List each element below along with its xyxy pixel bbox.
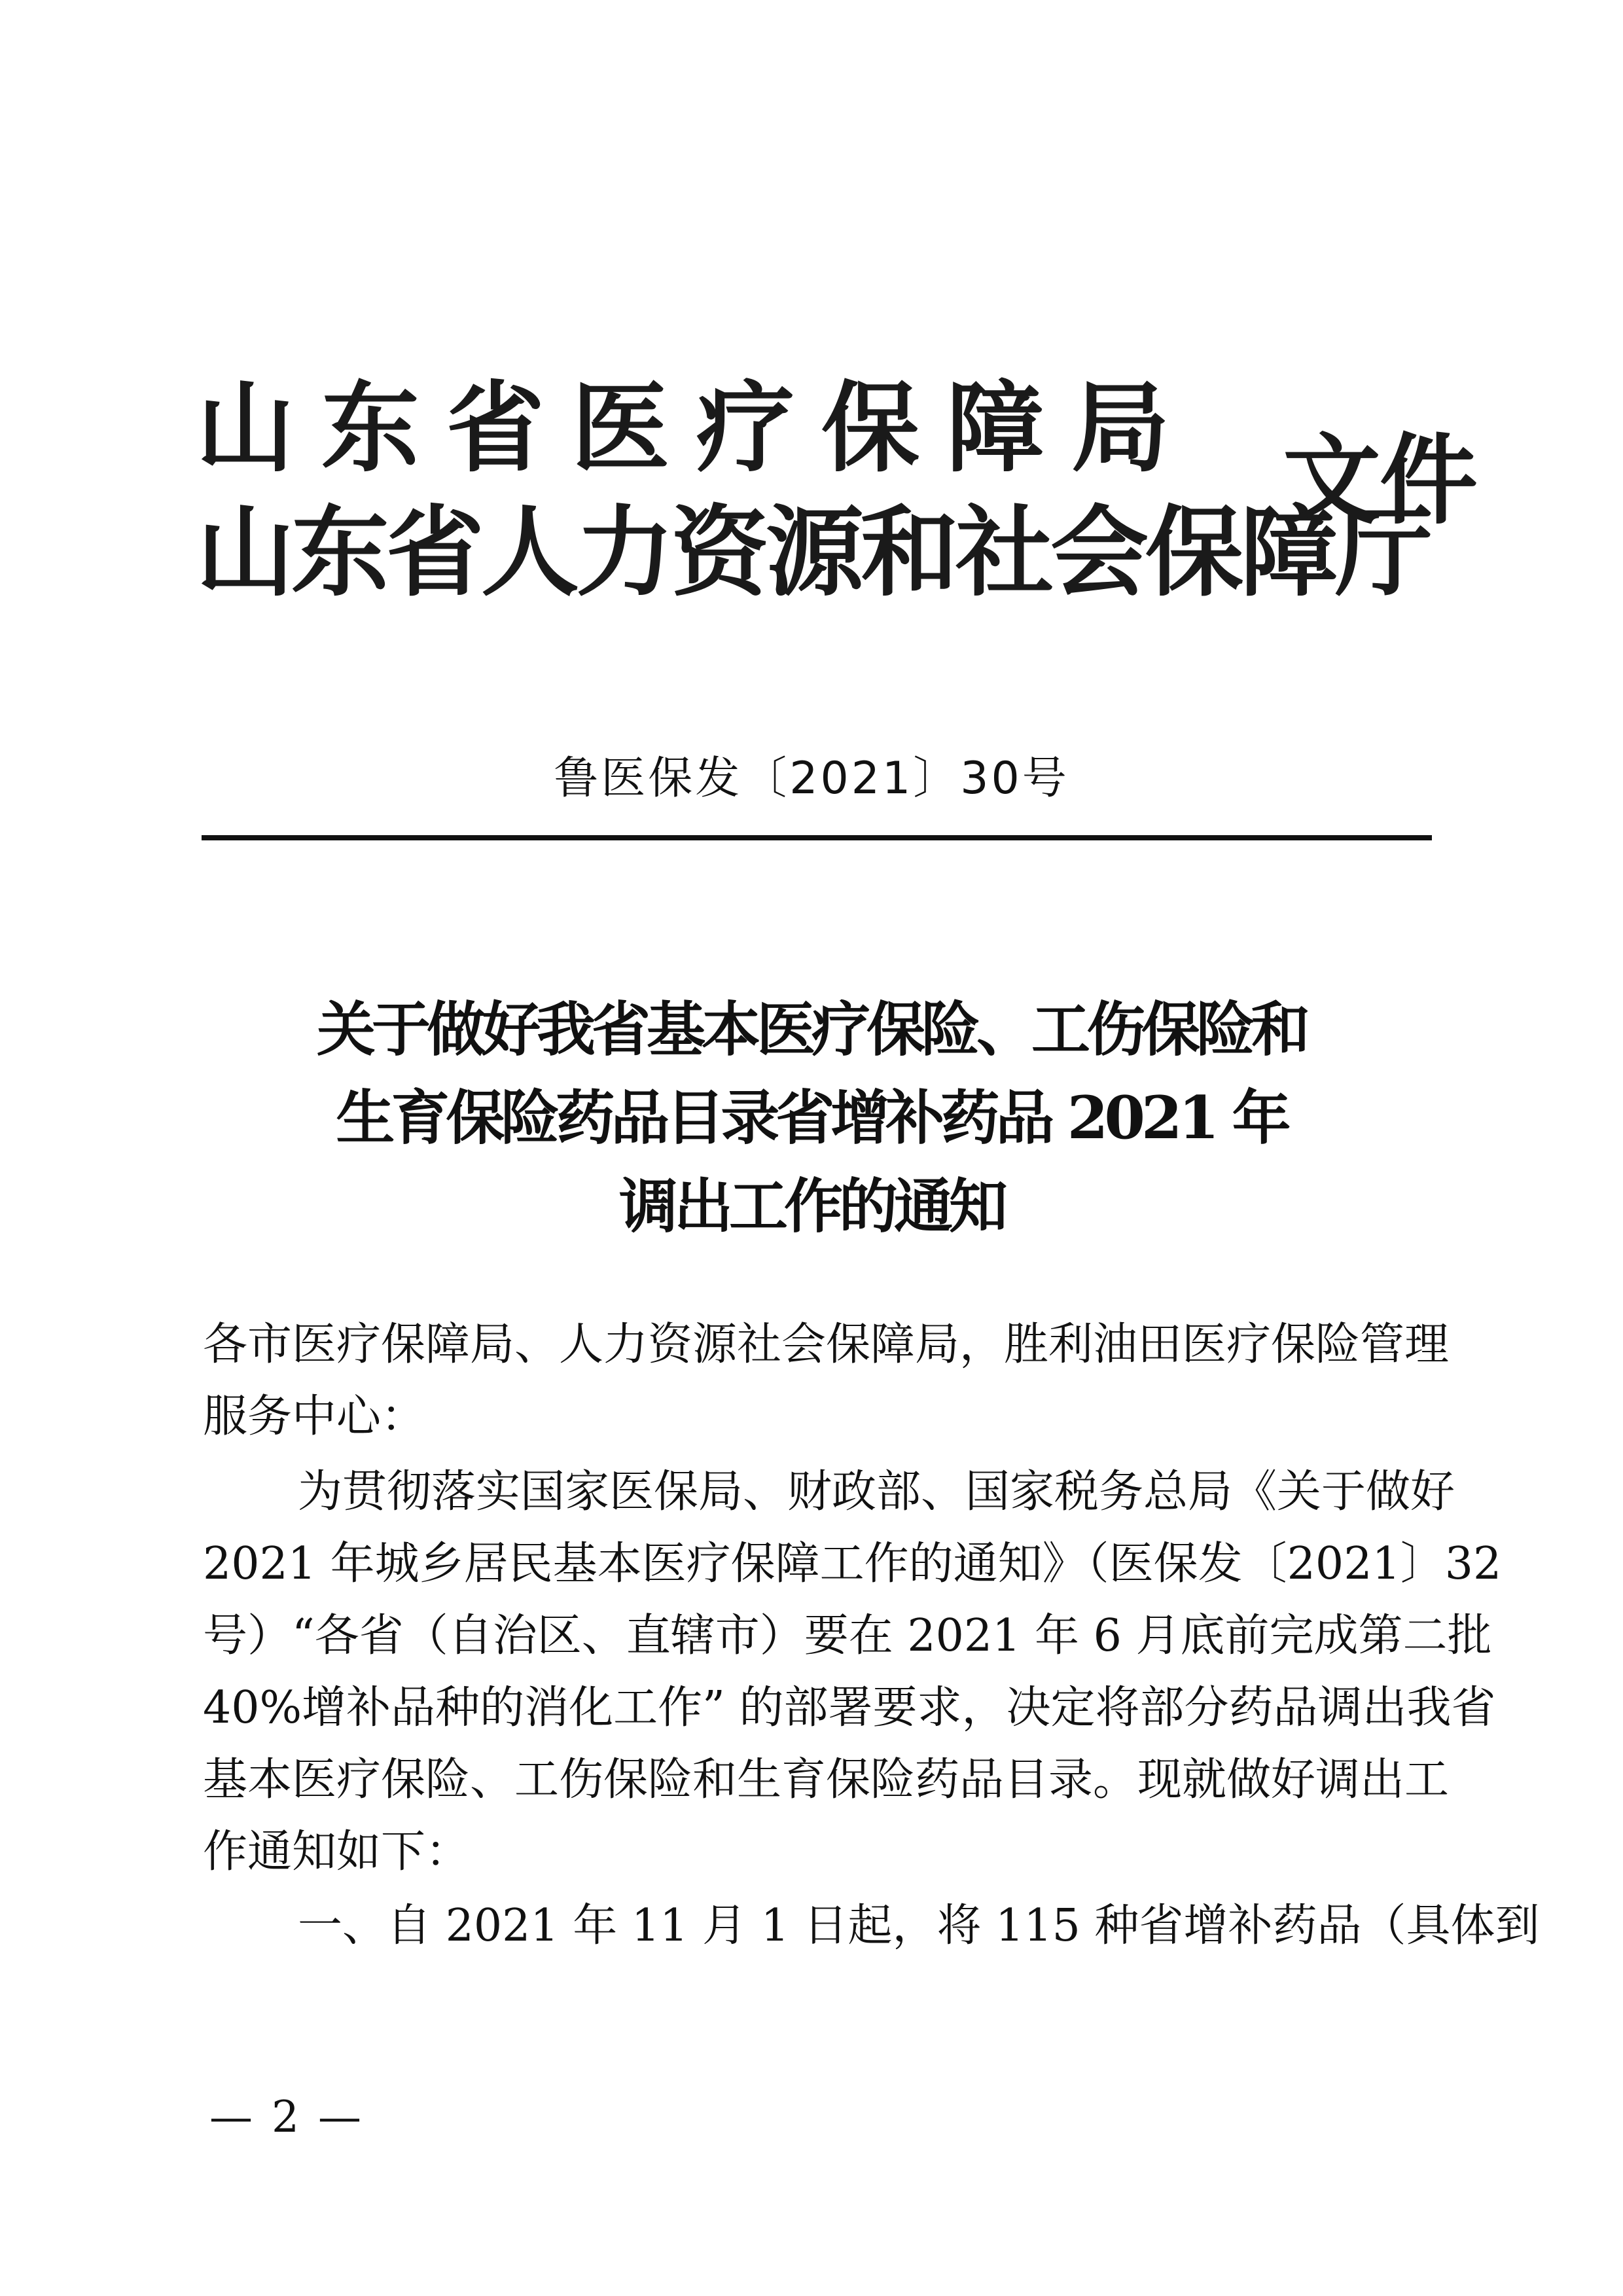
addressee-line-1: 各市医疗保障局、人力资源社会保障局，胜利油田医疗保险管理 bbox=[203, 1319, 1450, 1371]
body-line-4: 40%增补品种的消化工作” 的部署要求，决定将部分药品调出我省 bbox=[203, 1682, 1496, 1734]
body-line-2: 2021 年城乡居民基本医疗保障工作的通知》（医保发〔2021〕32 bbox=[203, 1538, 1502, 1590]
issuer-line-1: 山东省医疗保障局 bbox=[196, 372, 1197, 486]
doc-number: 鲁医保发〔2021〕30号 bbox=[554, 753, 1069, 804]
body-line-1: 为贯彻落实国家医保局、财政部、国家税务总局《关于做好 bbox=[298, 1466, 1455, 1518]
body-line-3: 号）“各省（自治区、直辖市）要在 2021 年 6 月底前完成第二批 bbox=[203, 1610, 1492, 1662]
title-line-2: 生育保险药品目录省增补药品 2021 年 bbox=[336, 1083, 1287, 1153]
title-line-1: 关于做好我省基本医疗保险、工伤保险和 bbox=[317, 995, 1306, 1064]
addressee-line-2: 服务中心： bbox=[203, 1391, 426, 1443]
body-line-5: 基本医疗保险、工伤保险和生育保险药品目录。现就做好调出工 bbox=[203, 1754, 1450, 1806]
page-number: — 2 — bbox=[209, 2092, 364, 2142]
body-line-6: 作通知如下： bbox=[203, 1826, 471, 1878]
title-line-3: 调出工作的通知 bbox=[619, 1172, 1004, 1241]
issuer-line-2: 山东省人力资源和社会保障厅 bbox=[196, 496, 1431, 610]
issuer-suffix: 文件 bbox=[1283, 424, 1477, 538]
body-line-7: 一、自 2021 年 11 月 1 日起，将 115 种省增补药品（具体到 bbox=[298, 1900, 1540, 1952]
header-rule bbox=[202, 835, 1432, 840]
